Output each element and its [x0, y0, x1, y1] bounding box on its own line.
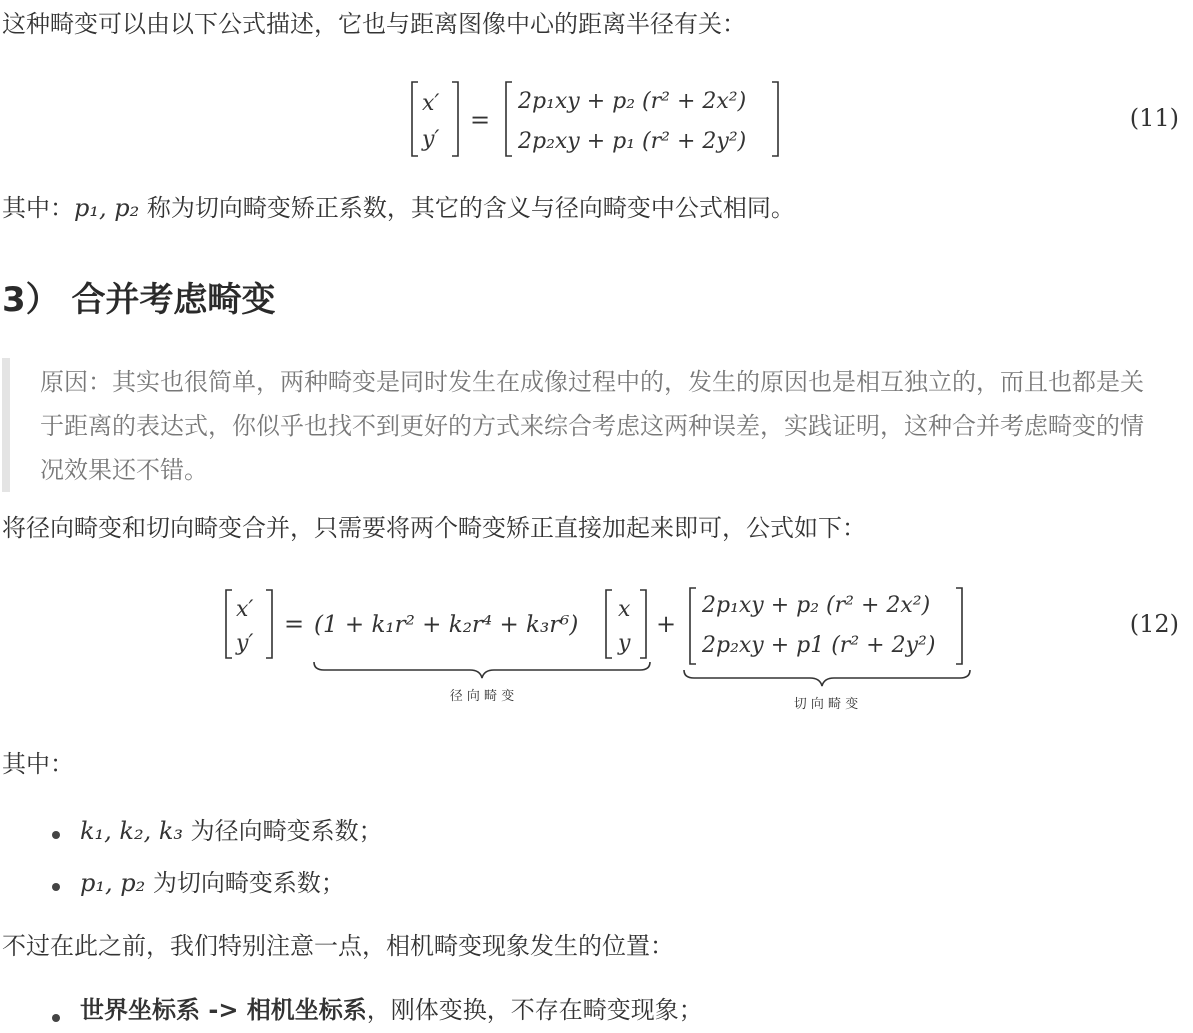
- equation-11: [400, 78, 800, 162]
- list-item-text: 为径向畸变系数；: [183, 817, 383, 845]
- eq12-radial-factor: (1 + k₁r² + k₂r⁴ + k₃r⁶): [314, 612, 579, 638]
- eq11-equals: =: [470, 106, 491, 134]
- equation-11-number: (11): [1129, 104, 1179, 132]
- list-bullet: [52, 1014, 60, 1022]
- equation-12-number: (12): [1129, 610, 1179, 638]
- svg-text:+: +: [656, 610, 677, 638]
- list-item-symbols: p₁, p₂: [80, 869, 146, 897]
- brace-label-radial: 径 向 畸 变: [449, 689, 515, 704]
- eq11-lhs-y: y′: [422, 127, 440, 152]
- list-item-text: 为切向畸变系数；: [145, 869, 345, 897]
- eq11-row2: 2p₂xy + p₁ (r² + 2y²): [518, 129, 747, 154]
- where-suffix: 称为切向畸变矫正系数，其它的含义与径向畸变中公式相同。: [139, 194, 795, 222]
- blockquote-text: 原因：其实也很简单，两种畸变是同时发生在成像过程中的，发生的原因也是相互独立的，而且也都是关于距离的表达式，你似乎也找不到更好的方式来综合考虑这两种误差，实践证明，这种合并考虑畸变的情况效果还不错。: [40, 368, 1144, 484]
- list-item-symbols: k₁, k₂, k₃: [80, 817, 184, 845]
- eq11-row1: 2p₁xy + p₂ (r² + 2x²): [518, 89, 747, 114]
- equation-12: [220, 586, 980, 716]
- list-item: [80, 815, 383, 847]
- combine-paragraph: 将径向畸变和切向畸变合并，只需要将两个畸变矫正直接加起来即可，公式如下：: [2, 514, 866, 542]
- brace-label-tangential: 切 向 畸 变: [793, 697, 859, 712]
- where-symbols: p₁, p₂: [74, 194, 140, 222]
- list-bullet: [52, 883, 60, 891]
- list-item: [80, 867, 345, 899]
- where-paragraph: [2, 192, 795, 224]
- eq12-vec-y: y: [618, 631, 631, 656]
- list-bullet: [52, 831, 60, 839]
- blockquote: [2, 358, 1162, 492]
- eq12-tan-row2: 2p₂xy + p1 (r² + 2y²): [702, 633, 936, 658]
- where-prefix: 其中：: [2, 194, 74, 222]
- eq12-tan-row1: 2p₁xy + p₂ (r² + 2x²): [702, 593, 931, 618]
- before-paragraph: 不过在此之前，我们特别注意一点，相机畸变现象发生的位置：: [2, 932, 674, 960]
- list-item-bold: 世界坐标系 -> 相机坐标系: [80, 996, 367, 1024]
- eq12-vec-x: x: [618, 597, 631, 622]
- eq11-lhs-x: x′: [422, 91, 440, 116]
- section-heading: 3） 合并考虑畸变: [2, 280, 276, 320]
- list-item-text: ，刚体变换，不存在畸变现象；: [366, 996, 703, 1024]
- svg-text:=: =: [284, 610, 305, 638]
- intro-paragraph: 这种畸变可以由以下公式描述，它也与距离图像中心的距离半径有关：: [2, 10, 746, 38]
- svg-text:x′: x′: [236, 597, 254, 622]
- list-item: [80, 994, 703, 1026]
- where2-paragraph: 其中：: [2, 750, 74, 778]
- svg-text:y′: y′: [236, 631, 254, 656]
